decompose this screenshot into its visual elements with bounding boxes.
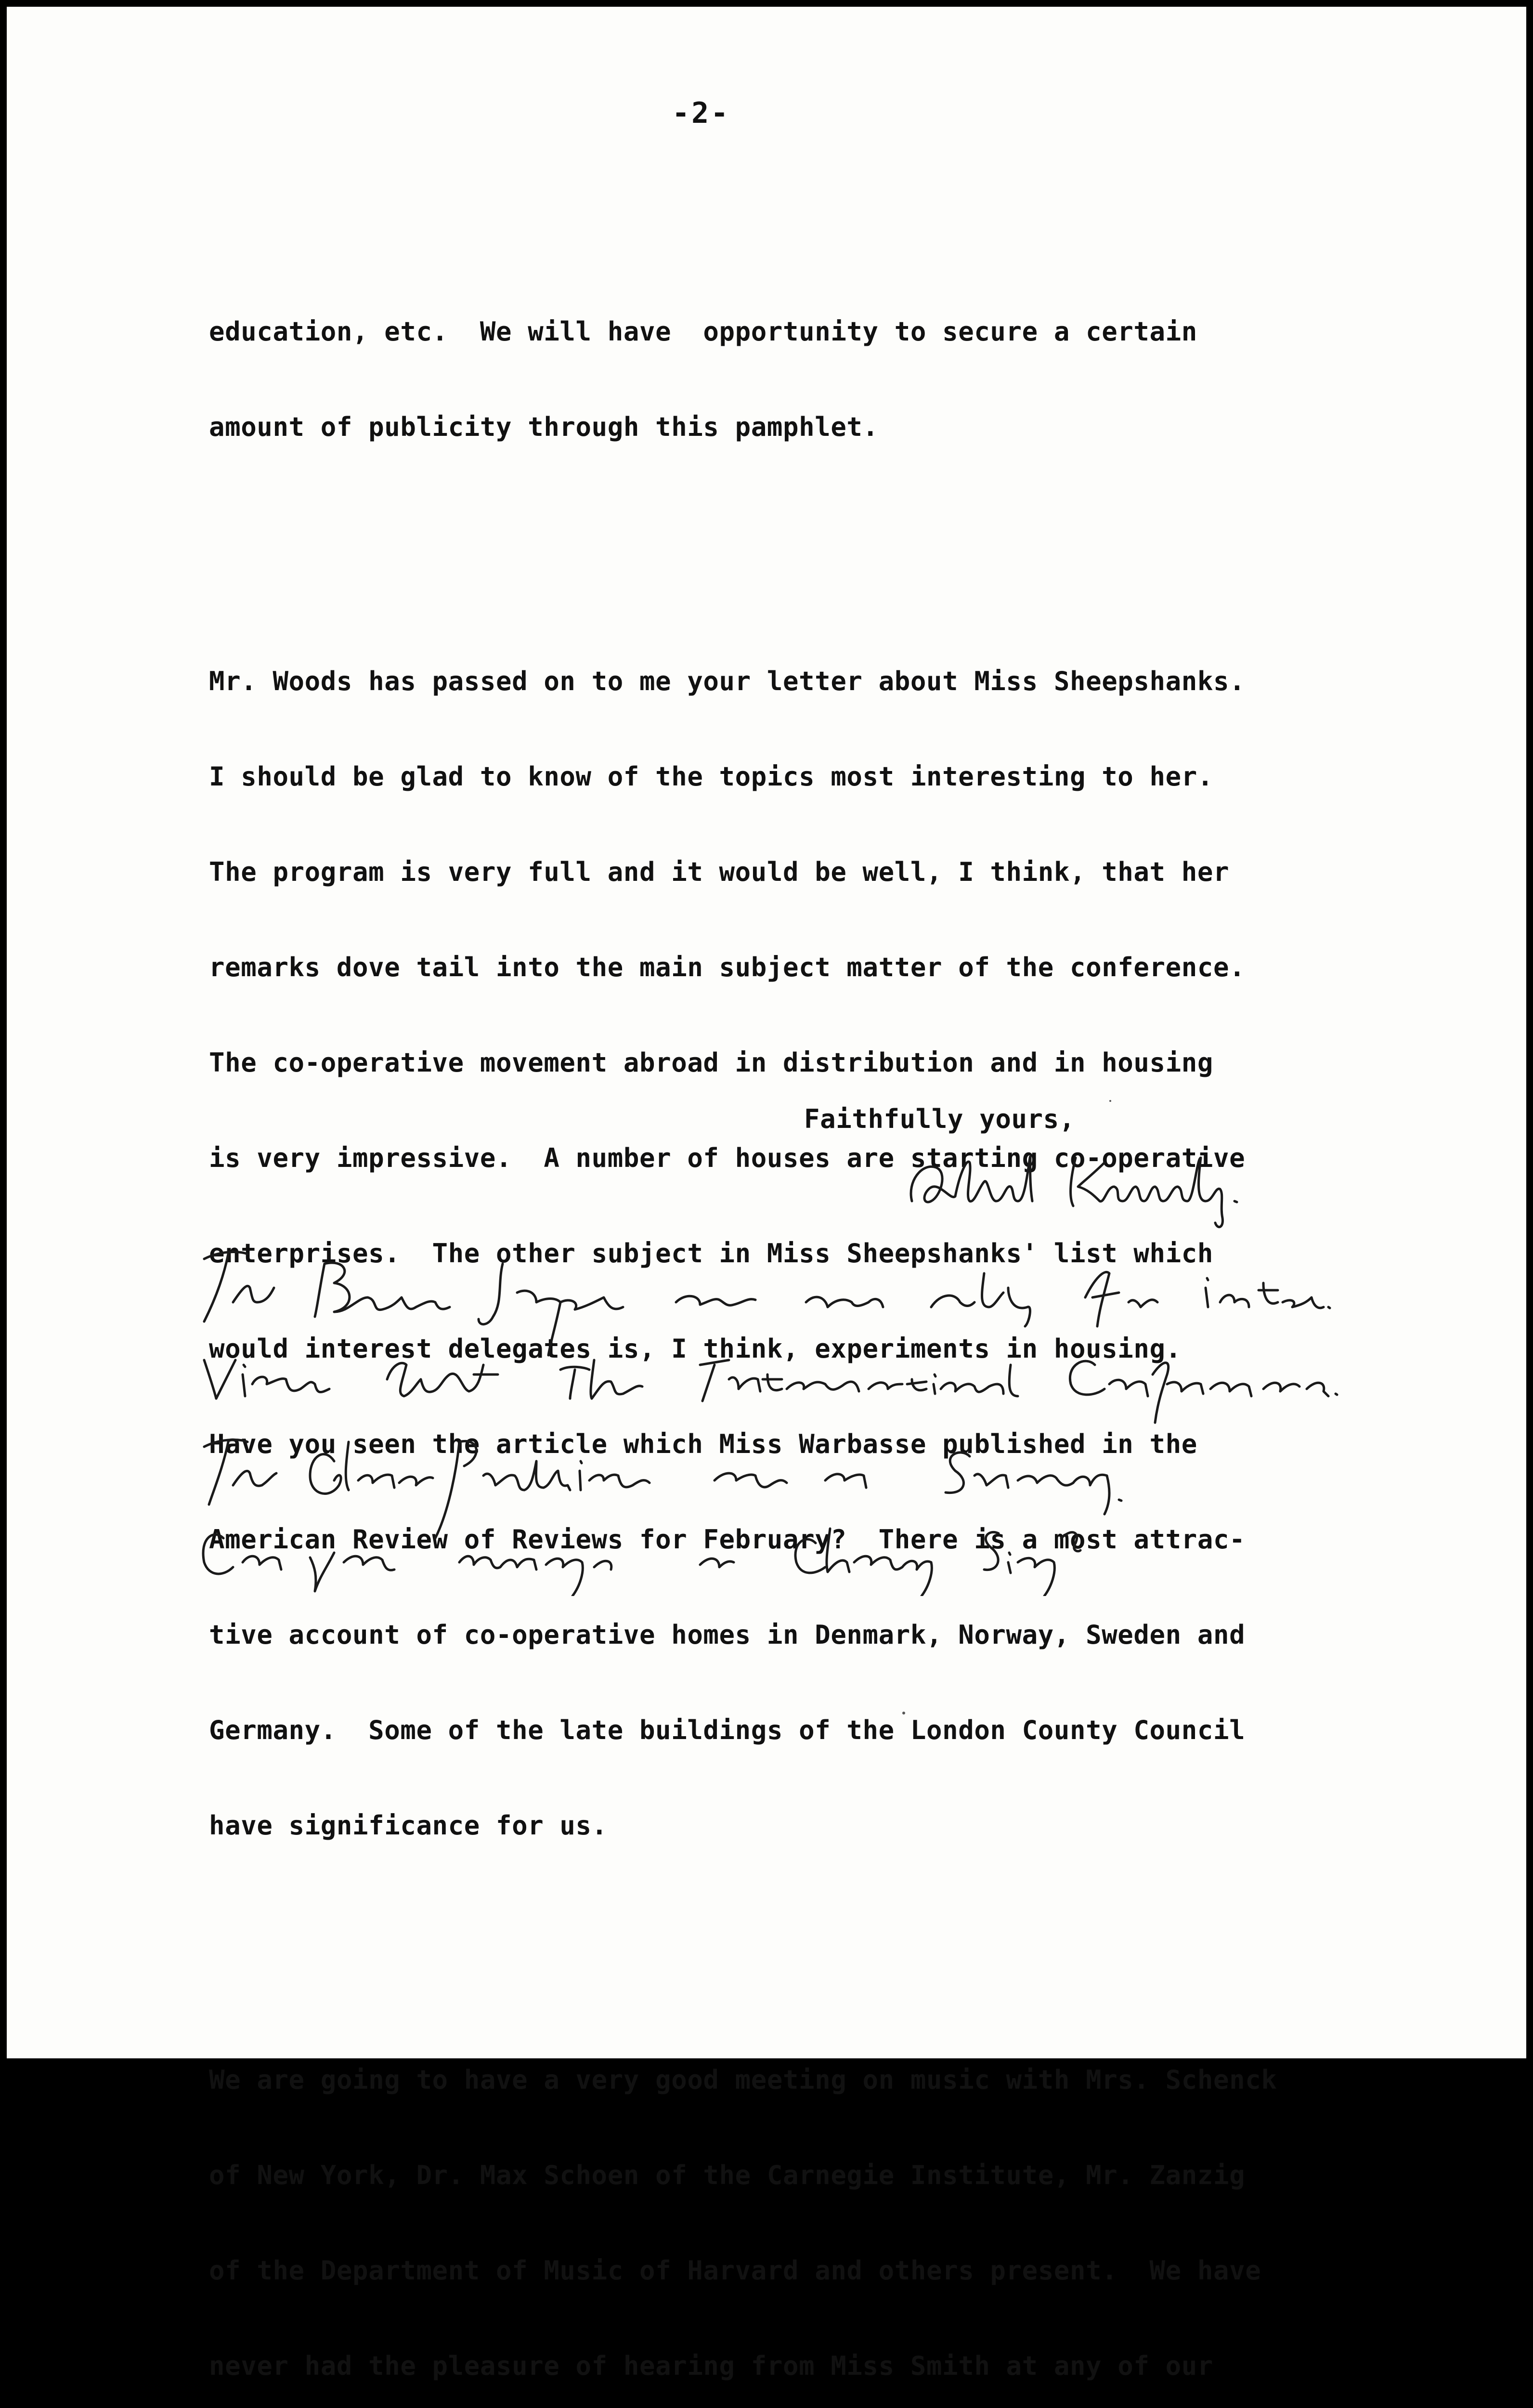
text-line: We are going to have a very good meeting on music with Mrs. Schenck <box>209 2065 1277 2095</box>
paragraph-1 <box>209 252 1461 507</box>
text-line: The co-operative movement abroad in distribution and in housing <box>209 1047 1213 1078</box>
text-line: Have you seen the article which Miss Warbasse published in the <box>209 1429 1197 1459</box>
text-line: I should be glad to know of the topics most interesting to her. <box>209 761 1213 792</box>
text-line: enterprises. The other subject in Miss Sheepshanks' list which <box>209 1238 1213 1269</box>
text-line: American Review of Reviews for February? There is a most attrac- <box>209 1524 1246 1555</box>
text-line: of the Department of Music of Harvard and others present. We have <box>209 2255 1261 2286</box>
text-line: have significance for us. <box>209 1810 608 1841</box>
paper-speck <box>1109 1100 1111 1102</box>
letter-page <box>7 7 1526 2381</box>
text-line: Germany. Some of the late buildings of the London County Council <box>209 1715 1246 1745</box>
text-line: amount of publicity through this pamphlet. <box>209 412 879 442</box>
text-line: The program is very full and it would be well, I think, that her <box>209 857 1230 887</box>
text-line: would interest delegates is, I think, experiments in housing. <box>209 1334 1182 1364</box>
text-line: remarks dove tail into the main subject matter of the conference. <box>209 952 1246 982</box>
text-line: never had the pleasure of hearing from Miss Smith at any of our <box>209 2351 1213 2381</box>
text-line: is very impressive. A number of houses are starting co-operative <box>209 1143 1246 1173</box>
text-line: tive account of co-operative homes in Denmark, Norway, Sweden and <box>209 1620 1246 1650</box>
text-line: of New York, Dr. Max Schoen of the Carnegie Institute, Mr. Zanzig <box>209 2160 1246 2190</box>
page-number: -2- <box>672 96 730 130</box>
text-line: education, etc. We will have opportunity to secure a certain <box>209 316 1197 347</box>
paper-speck <box>902 1712 905 1714</box>
text-line: Mr. Woods has passed on to me your letter about Miss Sheepshanks. <box>209 666 1246 696</box>
paragraph-3 <box>209 2001 1461 2408</box>
closing-salutation: Faithfully yours, <box>804 1104 1075 1134</box>
